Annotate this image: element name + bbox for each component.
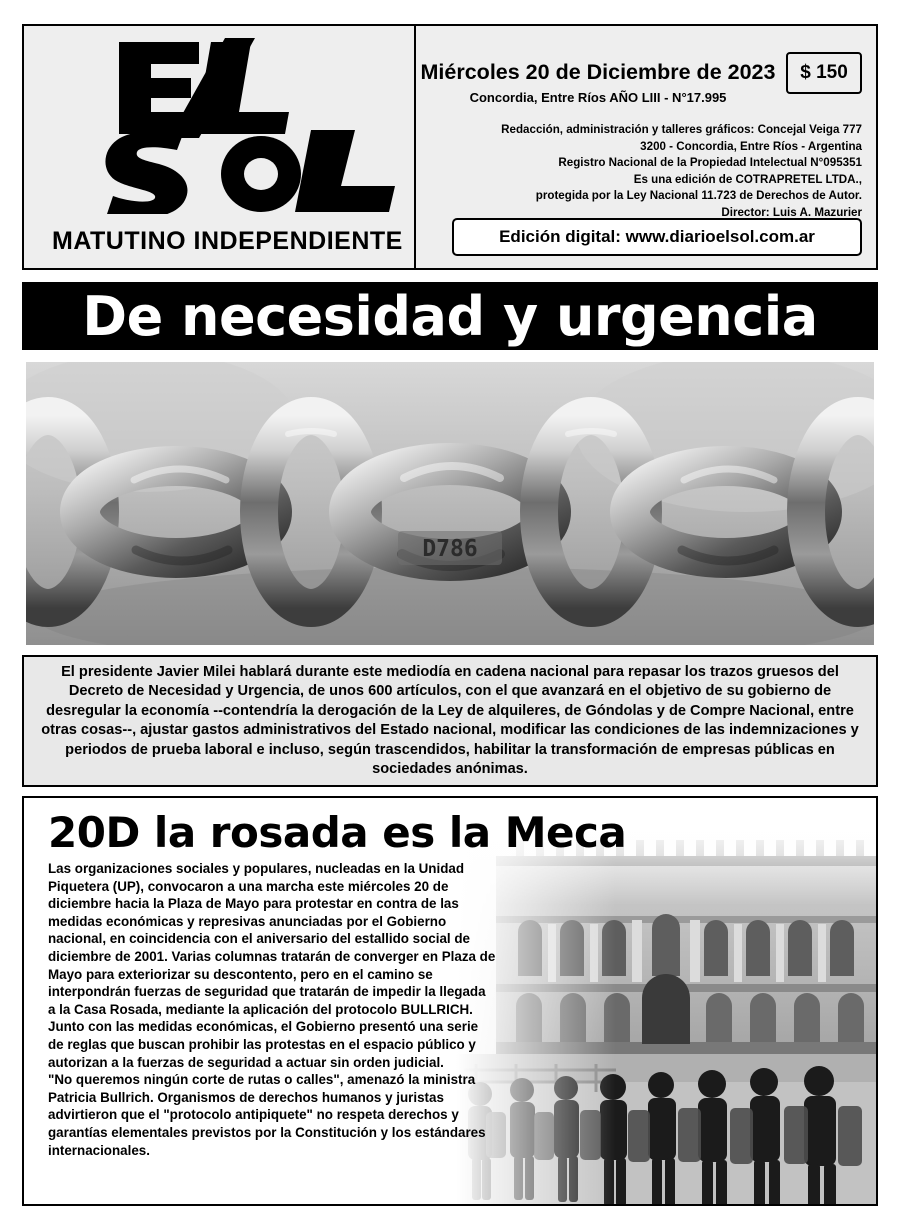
masthead bbox=[22, 24, 878, 270]
imprint-line-4: Es una edición de COTRAPRETEL LTDA., bbox=[633, 172, 862, 186]
casa-rosada-photo-illustration bbox=[456, 820, 876, 1206]
article-title: 20D la rosada es la Meca bbox=[48, 808, 627, 857]
article-body bbox=[48, 860, 496, 1159]
imprint-line-5: protegida por la Ley Nacional 11.723 de Derechos de Autor. bbox=[535, 189, 862, 202]
chain-stamp bbox=[398, 531, 502, 565]
publication-place-issue: Concordia, Entre Ríos AÑO LIII - N°17.995 bbox=[469, 90, 727, 105]
article-paragraph-3: "No queremos ningún corte de rutas o calles", amenazó la ministra Patricia Bullrich. Organismos de derechos humanos y juristas advirtieron que el "protocolo antipiquete" no respeta derechos y garantías elementales previstos por la Constitución y los estándares internacionales. bbox=[48, 1072, 486, 1158]
digital-edition-link[interactable]: Edición digital: www.diarioelsol.com.ar bbox=[452, 218, 862, 256]
main-headline-bar bbox=[22, 282, 878, 350]
svg-text:D786: D786 bbox=[422, 536, 478, 562]
chain-photo-illustration bbox=[26, 362, 874, 645]
lead-paragraph: El presidente Javier Milei hablará durante este mediodía en cadena nacional para repasar los trazos gruesos del Decreto de Necesidad y Urgencia, de unos 600 artículos, con el que avanzará en el objetivo de su gobierno de desregular la economía --contendría la derogación de la Ley de alquileres, de Góndolas y de Compre Nacional, entre otras cosas--, ajustar gastos administrativos del Estado nacional, modificar las condiciones de las indemnizaciones y periodos de prueba laboral e incluso, según trascendidos, habilitar la transformación de empresas públicas en sociedades anónimas. bbox=[41, 663, 859, 777]
masthead-tagline: MATUTINO INDEPENDIENTE bbox=[52, 227, 403, 255]
main-photo-chain bbox=[26, 362, 874, 645]
masthead-logo-area bbox=[24, 26, 416, 268]
imprint-line-6: Director: Luis A. Mazurier bbox=[721, 205, 862, 219]
article-paragraph-2: Junto con las medidas económicas, el Gobierno presentó una serie de reglas que buscan prohibir las protestas en el espacio público y autorizan a la fuerzas de seguridad a actuar sin orden judicial. bbox=[48, 1019, 479, 1070]
article-paragraph-1: Las organizaciones sociales y populares, nucleadas en la Unidad Piquetera (UP), convocaron a una marcha este miércoles 20 de diciembre hacia la Plaza de Mayo para protestar en contra de las medidas económicas y represivas anunciadas por el Gobierno nacional, en coincidencia con el aniversario del estallido social de diciembre de 2001. Varias columnas tratarán de converger en Plaza de Mayo para exteriorizar su descontento, pero en el camino se interpondrán fuerzas de seguridad que tratarán de impedir la llegada a la Casa Rosada, mediante la aplicación del protocolo BULLRICH. bbox=[48, 861, 496, 1017]
imprint-line-2: 3200 - Concordia, Entre Ríos - Argentina bbox=[640, 139, 862, 153]
imprint-block bbox=[442, 122, 862, 221]
el-sol-logo-icon bbox=[79, 34, 409, 214]
secondary-article bbox=[22, 796, 878, 1206]
main-headline: De necesidad y urgencia bbox=[82, 284, 818, 348]
price-badge: $ 150 bbox=[786, 52, 862, 94]
article-photo-casa-rosada bbox=[456, 820, 876, 1206]
imprint-line-1: Redacción, administración y talleres gráficos: Concejal Veiga 777 bbox=[501, 123, 862, 136]
masthead-info-area bbox=[416, 26, 876, 268]
newspaper-logo bbox=[79, 34, 409, 214]
publication-date: Miércoles 20 de Diciembre de 2023 bbox=[420, 60, 776, 84]
lead-paragraph-box bbox=[22, 655, 878, 787]
imprint-line-3: Registro Nacional de la Propiedad Intelectual N°095351 bbox=[558, 156, 862, 169]
